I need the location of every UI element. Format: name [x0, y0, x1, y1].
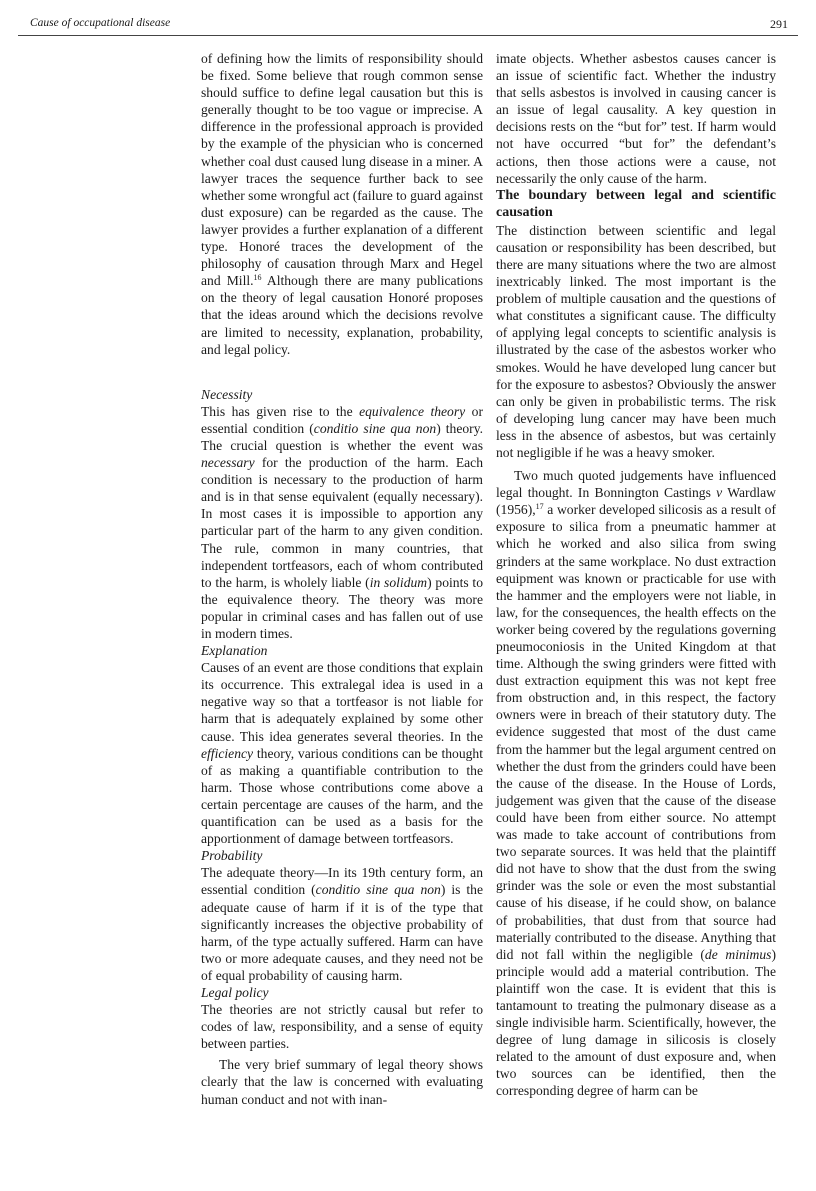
- paragraph-legal-policy: The theories are not strictly causal but refer to codes of law, responsibility, and a sense of equity between parties.: [201, 1002, 483, 1052]
- subheading-legal-policy: Legal policy: [201, 984, 269, 1000]
- subheading-probability: Probability: [201, 848, 263, 864]
- right-column: [496, 50, 776, 1100]
- page-number: 291: [770, 17, 788, 31]
- running-head: Cause of occupational disease: [30, 17, 171, 29]
- section-heading: The boundary between legal and scientific causation: [496, 187, 776, 221]
- header-rule: [18, 35, 798, 36]
- paragraph-continued: imate objects. Whether asbestos causes cancer is an issue of scientific fact. Whether the industry that sells asbestos is involved in causing cancer is an issue of legal causality. A key question in decisions rests on the “but for” test. If harm would not have occurred “but for” the defendant’s actions, then those actions were a cause, not necessarily the only cause of the harm.: [496, 51, 776, 186]
- paragraph-summary: The very brief summary of legal theory shows clearly that the law is concerned with evaluating human conduct and not with inan-: [201, 1057, 483, 1107]
- paragraph-bonnington: Two much quoted judgements have influenced legal thought. In Bonnington Castings v Wardlaw (1956),$^{17}$ a worker developed silicosis as a result of exposure to silica from a pneumatic hammer at which he worked and also silica from swing grinders at the same workplace. No dust extraction equipment was known or practicable for use with the hammer and the employers were not liable, in law, for the consequences, the health effects on the worker being covered by the regulations governing pneumoconiosis in the United Kingdom at that time. Although the swing grinders were fitted with dust extraction equipment this was not kept free from obstruction and, in this respect, the factory owners were in breach of their statutory duty. The evidence suggested that most of the dust came from the hammer but the legal argument centred on whether the dust from the grinders could have been the cause of the disease. In the House of Lords, judgement was given that the cause of the disease could have been from either source. No attempt was made to take account of contributions from two separate sources. It was held that the plaintiff did not have to show that the dust from the swing grinder was the sole or even the most substantial cause of his disease, if he could show, on balance of probabilities, that dust from that source had materially contributed to the disease. Anything that did not fall within the negligible (de minimus) principle would add a material contribution. The plaintiff won the case. It is evident that this is tantamount to treating the pulmonary disease as a single indivisible harm. Scientifically, however, the degree of lung damage in silicosis is closely related to the amount of dust exposure and, when two sources can be identified, then the corresponding degree of harm can be: [496, 468, 776, 1099]
- paragraph-necessity: This has given rise to the equivalence theory or essential condition (conditio sine qua non) theory. The crucial question is whether the event was necessary for the production of the harm. Each condition is necessary to the production of harm and is in that sense equivalent (equally necessary). In most cases it is impossible to apportion any particular part of the harm to any given condition. The rule, common in many countries, that independent tortfeasors, each of whom contributed to the harm, is wholely liable (in solidum) points to the equivalence theory. The theory was more popular in criminal cases and has fallen out of use in modern times.: [201, 403, 484, 641]
- left-column: [201, 50, 483, 1108]
- paragraph-boundary: The distinction between scientific and legal causation or responsibility has been described, but there are many situations where the two are almost inextricably linked. The most important is the problem of multiple causation and the questions of what constitutes a significant cause. The difficulty of applying legal concepts to scientific analysis is illustrated by the case of the asbestos worker who smokes. Would he have developed lung cancer but for the exposure to asbestos? Obviously the answer can only be given in probabilistic terms. The risk of developing lung cancer may have been much less in the absence of asbestos, but was certainly not negligible if he was a heavy smoker.: [496, 222, 776, 460]
- reference-16: 16: [253, 273, 262, 283]
- subheading-explanation: Explanation: [201, 643, 268, 659]
- paragraph-explanation: Causes of an event are those conditions that explain its occurrence. This extralegal idea is used in a negative way so that a tortfeasor is not liable for harm that is adequately explained by some other cause. This idea generates several theories. In the efficiency theory, various conditions can be thought of as making a quantifiable contribution to the harm. Those whose contributions come above a certain percentage are causes of the harm, and the quantification can be used as a basis for the apportionment of damage between tortfeasors.: [201, 660, 483, 847]
- paragraph-probability: The adequate theory—In its 19th century form, an essential condition (conditio sine qua non) is the adequate cause of harm if it is of the type that significantly increases the objective probability of harm, of the type actually suffered. Harm can have two or more adequate causes, and they need not be of equal probability of causing harm.: [201, 865, 484, 983]
- reference-17: 17: [535, 502, 544, 512]
- paragraph-intro: of defining how the limits of responsibility should be fixed. Some believe that rough common sense should suffice to define legal causation but this is generally thought to be too vague or imprecise. A difference in the professional approach is provided by the example of the physician who is concerned whether coal dust caused lung disease in a miner. A lawyer traces the sequence further back to see whether some wrongful act (failure to guard against dust exposure) can be regarded as the cause. The lawyer provides a further explanation of a different type. Honoré traces the development of the philosophy of causation through Marx and Hegel and Mill.$^{16}$ Although there are many publications on the theory of legal causation Honoré proposes that the ideas around which the decisions revolve are limited to necessity, explanation, probability, and legal policy.: [201, 51, 484, 357]
- subheading-necessity: Necessity: [201, 386, 253, 402]
